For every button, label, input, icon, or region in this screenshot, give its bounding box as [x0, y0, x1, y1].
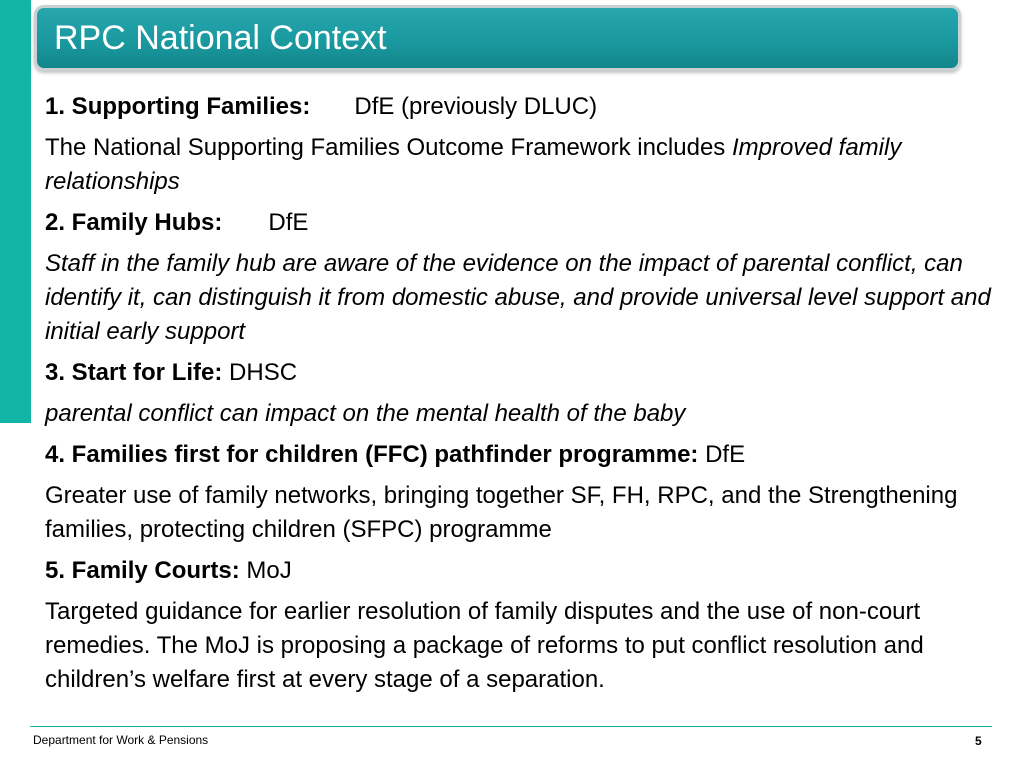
page-number: 5 — [975, 734, 982, 748]
item-1-heading: 1. Supporting Families: — [45, 93, 311, 120]
item-1-body — [45, 131, 995, 199]
item-3-body: parental conflict can impact on the mental health of the baby — [45, 400, 686, 427]
left-accent-bar — [0, 0, 31, 423]
item-1-body-text: The National Supporting Families Outcome Framework includes — [45, 134, 732, 161]
item-2-dept: DfE — [268, 209, 309, 236]
title-banner — [34, 5, 961, 71]
item-3-heading-line — [45, 356, 1005, 390]
item-4-heading-line — [45, 438, 1005, 472]
item-4-body: Greater use of family networks, bringing together SF, FH, RPC, and the Strengthening families, protecting children (SFPC) programme — [45, 482, 958, 543]
item-5-heading: 5. Family Courts: — [45, 557, 240, 584]
item-3-dept: DHSC — [229, 359, 298, 386]
item-3-heading: 3. Start for Life: — [45, 359, 223, 386]
item-2-body: Staff in the family hub are aware of the evidence on the impact of parental conflict, can identify it, can distinguish it from domestic abuse, and provide universal level support and initial early support — [45, 250, 991, 345]
footer-department: Department for Work & Pensions — [33, 733, 209, 747]
item-2-heading-line — [45, 206, 1005, 240]
footer-divider — [30, 726, 992, 727]
item-5-dept: MoJ — [246, 557, 292, 584]
item-1-heading-line — [45, 90, 1005, 124]
item-1-body-italic: Improved family relationships — [45, 134, 902, 195]
slide-content — [45, 90, 1005, 697]
item-5-heading-line — [45, 554, 1005, 588]
item-1-dept: DfE (previously DLUC) — [354, 93, 598, 120]
item-2-heading: 2. Family Hubs: — [45, 209, 223, 236]
item-4-dept: DfE — [705, 441, 746, 468]
item-4-heading: 4. Families first for children (FFC) pathfinder programme: — [45, 441, 699, 468]
slide-title: RPC National Context — [54, 19, 387, 57]
item-5-body: Targeted guidance for earlier resolution of family disputes and the use of non-court remedies. The MoJ is proposing a package of reforms to put conflict resolution and children’s welfare first at every stage of a separation. — [45, 598, 924, 693]
